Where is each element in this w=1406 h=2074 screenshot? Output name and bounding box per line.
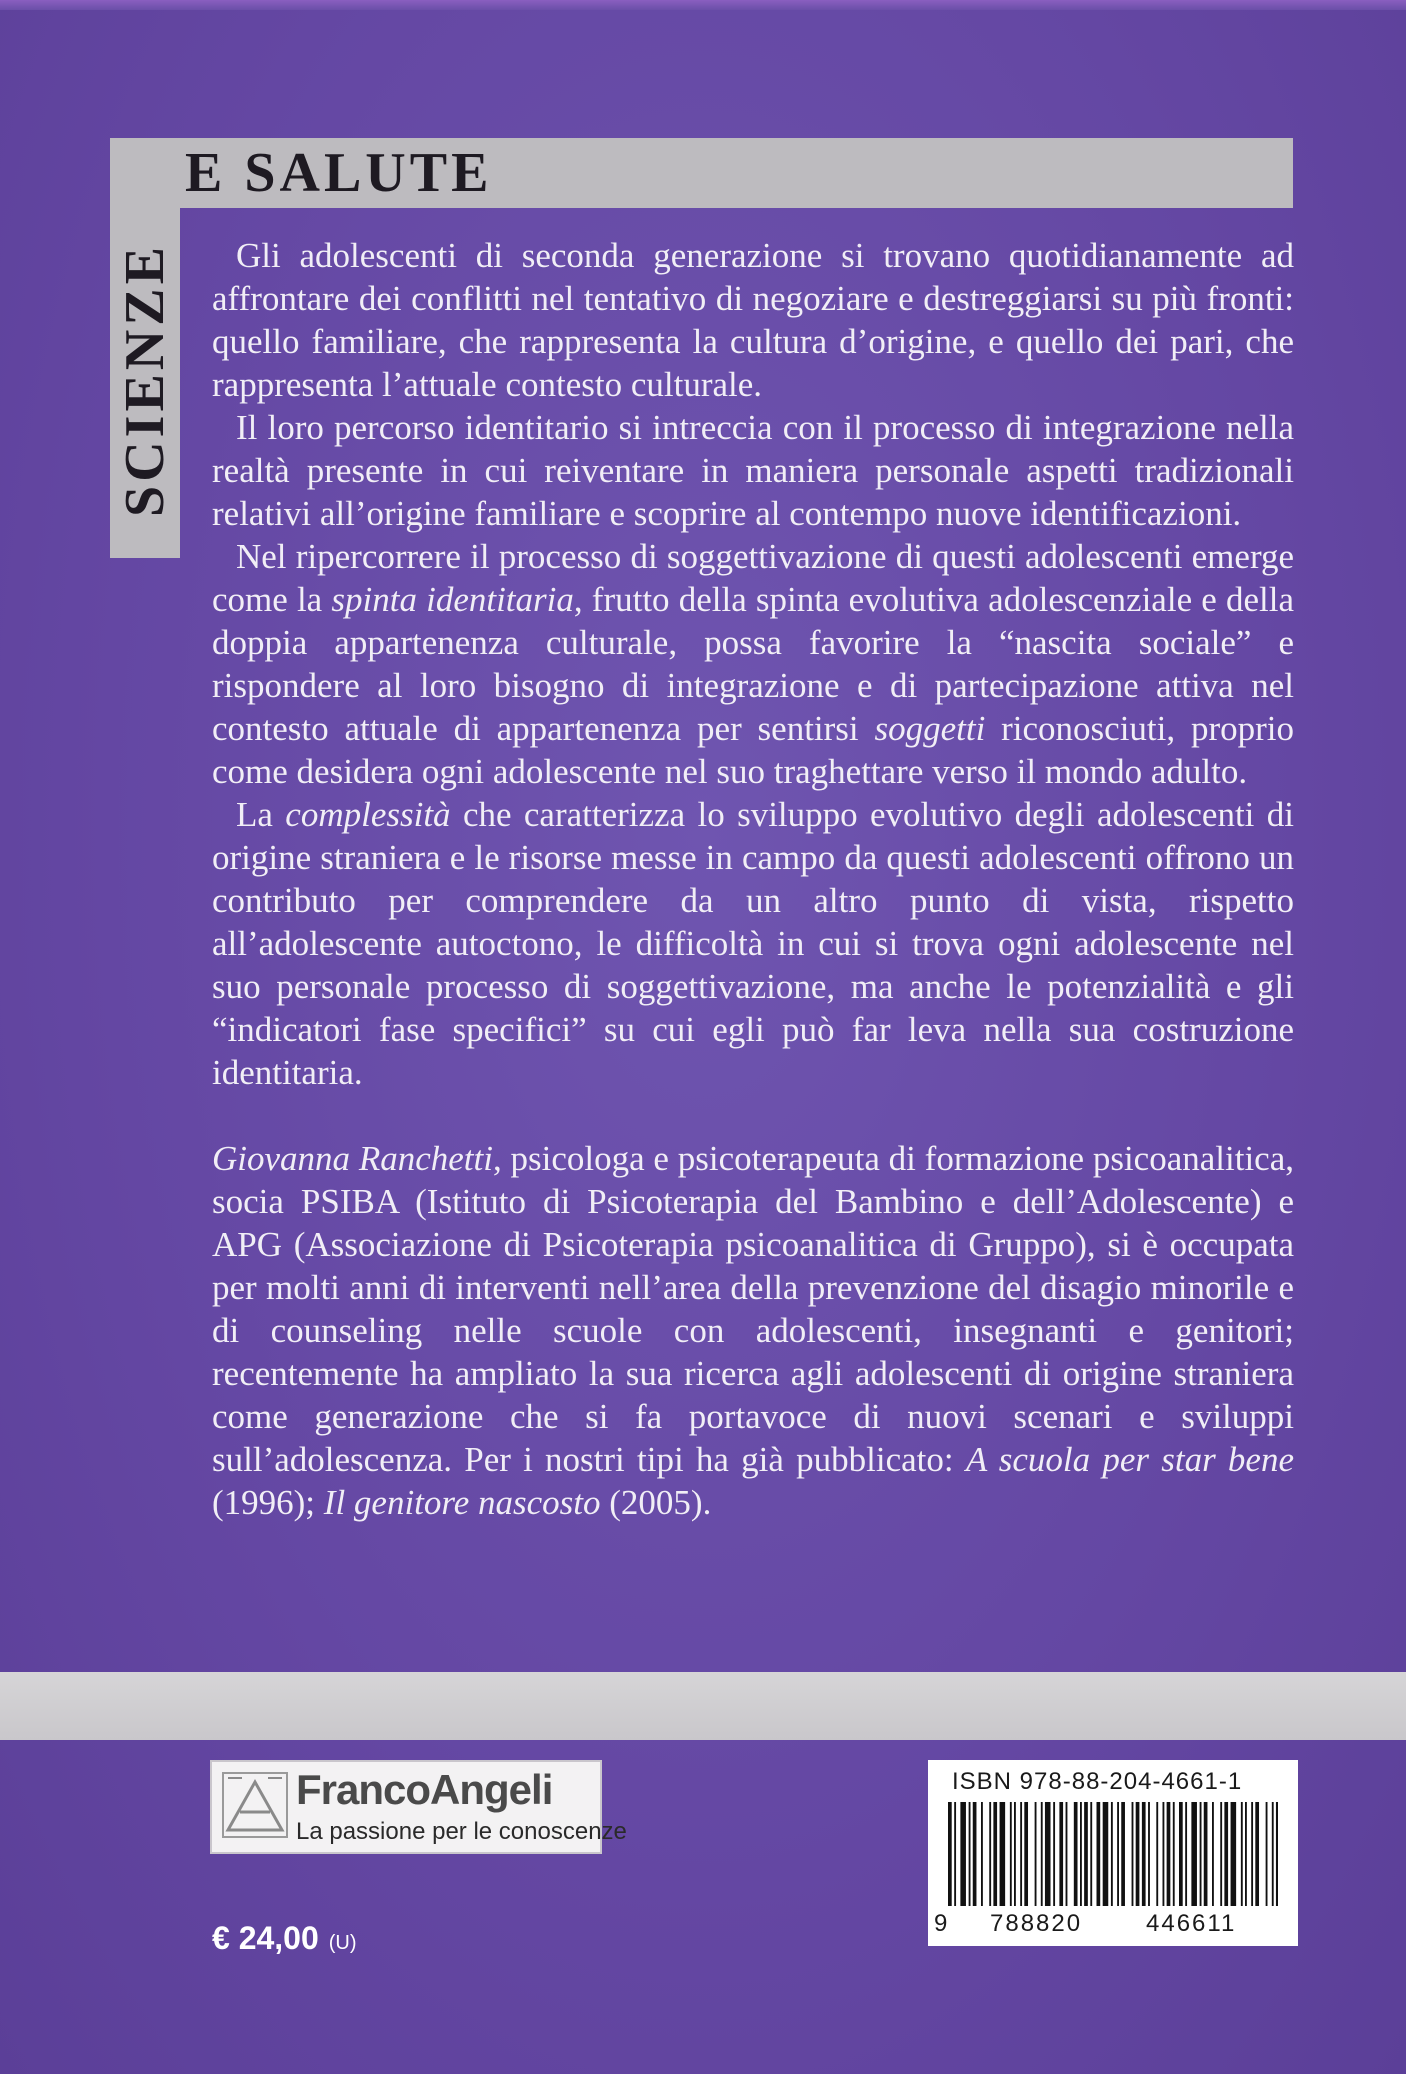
publisher-name: FrancoAngeli xyxy=(296,1766,553,1813)
barcode-bar xyxy=(1024,1802,1028,1906)
barcode-icon xyxy=(948,1802,1278,1914)
price-code: (U) xyxy=(328,1932,357,1954)
isbn-barcode-box xyxy=(928,1760,1298,1946)
book-year-2: (2005). xyxy=(600,1483,712,1522)
barcode-bar xyxy=(1132,1802,1134,1906)
barcode-bar xyxy=(1142,1802,1146,1906)
barcode-bar xyxy=(1276,1802,1278,1906)
barcode-bar xyxy=(1053,1802,1055,1906)
book-year-1: (1996); xyxy=(212,1483,324,1522)
barcode-bar xyxy=(1059,1802,1063,1906)
bio-text: , psicologa e psicoterapeuta di formazione psicoanalitica, socia PSIBA (Istituto di Psicoterapia del Bambino e dell’Adolescente) e APG (Associazione di Psicoterapia psicoanalitica di Gruppo), si è occupata per molti anni di interventi nell’area della prevenzione del disagio minorile e di counseling nelle scuole con adolescenti, insegnanti e genitori; recentemente ha ampliato la sua ricerca agli adolescenti di origine straniera come generazione che si fa portavoce di nuovi scenari e sviluppi sull’adolescenza. Per i nostri tipi ha già pubblicato: xyxy=(212,1139,1295,1479)
series-title-side xyxy=(110,210,180,550)
barcode-bar xyxy=(1179,1802,1183,1906)
barcode-bar xyxy=(1173,1802,1175,1906)
p3-text-c: riconosciuti, proprio come desidera ogni adolescente nel suo traghettare verso il mondo adulto. xyxy=(212,709,1294,791)
barcode-bar xyxy=(1097,1802,1101,1906)
barcode-bar xyxy=(1045,1802,1051,1906)
publisher-logo xyxy=(210,1760,627,1854)
barcode-bar xyxy=(960,1802,966,1906)
barcode-bar xyxy=(1074,1802,1078,1906)
barcode-bar xyxy=(1272,1802,1274,1906)
blurb-paragraph-2: Il loro percorso identitario si intreccia con il processo di integrazione nella realtà presente in cui reiventare in maniera personale aspetti tradizionali relativi all’origine familiare e scoprire al contempo nuove identificazioni. xyxy=(212,408,1294,533)
blurb-paragraph-4 xyxy=(212,793,1294,1094)
barcode-bar xyxy=(1014,1802,1016,1906)
barcode-bar xyxy=(1204,1802,1208,1906)
blurb-paragraph-3 xyxy=(212,535,1294,793)
isbn-digits-right: 446611 xyxy=(1146,1910,1237,1937)
barcode-bar xyxy=(989,1802,991,1906)
barcode-bar xyxy=(1080,1802,1082,1906)
barcode-bar xyxy=(969,1802,971,1906)
barcode-bar xyxy=(1220,1802,1222,1906)
barcode-bar xyxy=(1251,1802,1253,1906)
p3-text-a: Nel ripercorrere il processo di soggettivazione di questi adolescenti emerge come la xyxy=(212,537,1294,619)
author-name: Giovanna Ranchetti xyxy=(212,1139,493,1178)
isbn-digits-left: 788820 xyxy=(990,1910,1083,1937)
barcode-bar xyxy=(1224,1802,1228,1906)
barcode-bar xyxy=(981,1802,983,1906)
p4-text-a: La xyxy=(236,795,286,834)
p3-emphasis-2: soggetti xyxy=(874,709,986,748)
book-title-1: A scuola per star bene xyxy=(965,1440,1294,1479)
p3-text-b: , frutto della spinta evolutiva adolescenziale e della doppia appartenenza culturale, possa favorire la “nascita sociale” e rispondere al loro bisogno di integrazione e di partecipazione attiva nel contesto attuale di appartenenza per sentirsi xyxy=(212,580,1294,748)
barcode-bar xyxy=(1266,1802,1268,1906)
barcode-bar xyxy=(1231,1802,1237,1906)
barcode-bar xyxy=(1156,1802,1158,1906)
barcode-bar xyxy=(1020,1802,1022,1906)
barcode-bar xyxy=(1200,1802,1202,1906)
price xyxy=(212,1920,357,1957)
barcode-bar xyxy=(1185,1802,1187,1906)
barcode-bar xyxy=(1084,1802,1088,1906)
isbn-label: ISBN 978-88-204-4661-1 xyxy=(952,1768,1243,1795)
series-title-top: E SALUTE xyxy=(185,142,493,204)
blurb xyxy=(212,234,1294,1524)
barcode-bar xyxy=(1255,1802,1259,1906)
barcode-bar xyxy=(1000,1802,1006,1906)
barcode-bar xyxy=(1191,1802,1197,1906)
author-bio xyxy=(212,1137,1294,1524)
top-edge xyxy=(0,0,1406,10)
barcode-bar xyxy=(993,1802,997,1906)
barcode-bar xyxy=(954,1802,956,1906)
barcode-bar xyxy=(1212,1802,1214,1906)
barcode-bar xyxy=(1241,1802,1243,1906)
price-amount: € 24,00 xyxy=(212,1920,319,1956)
bottom-band xyxy=(0,1672,1406,1740)
barcode-bar xyxy=(1245,1802,1247,1906)
book-title-2: Il genitore nascosto xyxy=(323,1483,601,1522)
publisher-tagline: La passione per le conoscenze xyxy=(296,1818,627,1845)
barcode-bar xyxy=(1163,1802,1165,1906)
isbn-digit-first: 9 xyxy=(934,1910,950,1937)
barcode-bar xyxy=(1041,1802,1043,1906)
barcode-bar xyxy=(1117,1802,1119,1906)
barcode-bar xyxy=(948,1802,952,1906)
publisher-mark-icon xyxy=(222,1772,288,1838)
barcode-bar xyxy=(1111,1802,1113,1906)
barcode-bar xyxy=(1121,1802,1125,1906)
barcode-bar xyxy=(1035,1802,1037,1906)
barcode-bar xyxy=(1148,1802,1150,1906)
barcode-bar xyxy=(1103,1802,1109,1906)
barcode-bar xyxy=(1066,1802,1068,1906)
barcode-bar xyxy=(1167,1802,1171,1906)
p4-emphasis: complessità xyxy=(285,795,451,834)
barcode-bar xyxy=(1010,1802,1012,1906)
barcode-bar xyxy=(973,1802,977,1906)
series-side-label: SCIENZE xyxy=(114,243,176,517)
barcode-bar xyxy=(1090,1802,1092,1906)
barcode-bar xyxy=(1136,1802,1140,1906)
p4-text-b: che caratterizza lo sviluppo evolutivo degli adolescenti di origine straniera e le risorse messe in campo da questi adolescenti offrono un contributo per comprendere da un altro punto di vista, rispetto all’adolescente autoctono, le difficoltà in cui si trova ogni adolescente nel suo personale processo di soggettivazione, ma anche le potenzialità e gli “indicatori fase specifici” su cui egli può far leva nella sua costruzione identitaria. xyxy=(212,795,1294,1092)
p3-emphasis-1: spinta identitaria xyxy=(331,580,574,619)
blurb-paragraph-1: Gli adolescenti di seconda generazione si trovano quotidianamente ad affrontare dei conflitti nel tentativo di negoziare e destreggiarsi su più fronti: quello familiare, che rappresenta la cultura d’origine, e quello dei pari, che rappresenta l’attuale contesto culturale. xyxy=(212,236,1294,404)
